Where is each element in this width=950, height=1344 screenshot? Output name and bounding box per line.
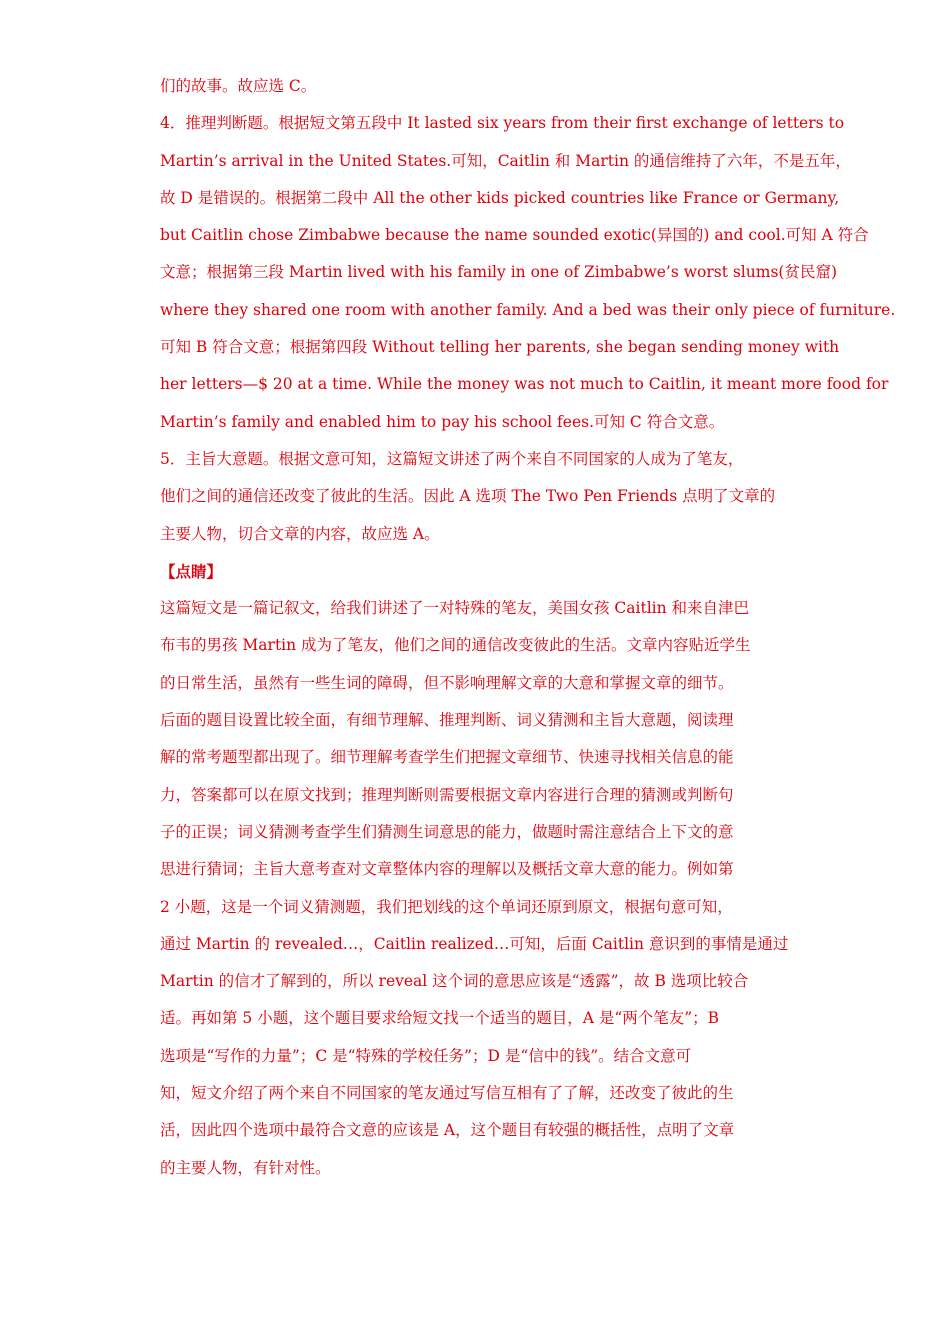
document-body [160, 68, 896, 1187]
text-line: 解的常考题型都出现了。细节理解考查学生们把握文章细节、快速寻找相关信息的能 [160, 748, 734, 767]
text-line: 这篇短文是一篇记叙文，给我们讲述了一对特殊的笔友，美国女孩 Caitlin 和来自津巴 [160, 599, 750, 618]
text-line: 布韦的男孩 Martin 成为了笔友，他们之间的通信改变彼此的生活。文章内容贴近学生 [160, 636, 751, 655]
text-line: 思进行猜词；主旨大意考查对文章整体内容的理解以及概括文章大意的能力。例如第 [160, 860, 734, 879]
text-line: 力，答案都可以在原文找到；推理判断则需要根据文章内容进行合理的猜测或判断句 [160, 785, 734, 804]
text-line: 适。再如第 5 小题，这个题目要求给短文找一个适当的题目，A 是“两个笔友”；B [160, 1009, 720, 1028]
text-line: Martin 的信才了解到的，所以 reveal 这个词的意思应该是“透露”，故 B 选项比较合 [160, 972, 749, 991]
text-line: 故 D 是错误的。根据第二段中 All the other kids picked countries like France or Germany, [160, 188, 840, 207]
text-line: Martin’s family and enabled him to pay his school fees.可知 C 符合文意。 [160, 412, 725, 431]
text-line: 可知 B 符合文意；根据第四段 Without telling her parents, she began sending money with [160, 338, 840, 357]
section-heading: 【点睛】 [160, 561, 223, 581]
text-line: Martin’s arrival in the United States.可知，Caitlin 和 Martin 的通信维持了六年，不是五年， [160, 151, 851, 170]
text-line: 活，因此四个选项中最符合文意的应该是 A，这个题目有较强的概括性，点明了文章 [160, 1121, 735, 1140]
text-line: 他们之间的通信还改变了彼此的生活。因此 A 选项 The Two Pen Friends 点明了文章的 [160, 487, 776, 506]
text-line: where they shared one room with another family. And a bed was their only piece of furniture. [160, 300, 896, 319]
text-line: 的主要人物，有针对性。 [160, 1158, 331, 1177]
text-line: but Caitlin chose Zimbabwe because the name sounded exotic(异国的) and cool.可知 A 符合 [160, 226, 869, 245]
text-line: her letters—$ 20 at a time. While the money was not much to Caitlin, it meant more food for [160, 375, 889, 394]
text-line: 选项是“写作的力量”；C 是“特殊的学校任务”；D 是“信中的钱”。结合文意可 [160, 1046, 692, 1065]
text-line: 们的故事。故应选 C。 [160, 77, 317, 95]
text-line: 5．主旨大意题。根据文意可知，这篇短文讲述了两个来自不同国家的人成为了笔友， [160, 449, 744, 468]
text-line: 文意；根据第三段 Martin lived with his family in one of Zimbabwe’s worst slums(贫民窟) [160, 263, 837, 282]
text-line: 2 小题，这是一个词义猜测题，我们把划线的这个单词还原到原文，根据句意可知， [160, 897, 733, 916]
text-line: 的日常生活，虽然有一些生词的障碍，但不影响理解文章的大意和掌握文章的细节。 [160, 673, 734, 692]
text-line: 主要人物，切合文章的内容，故应选 A。 [160, 524, 440, 543]
text-line: 知，短文介绍了两个来自不同国家的笔友通过写信互相有了了解，还改变了彼此的生 [160, 1084, 734, 1103]
text-line: 子的正误；词义猜测考查学生们猜测生词意思的能力，做题时需注意结合上下文的意 [160, 822, 734, 841]
text-line: 后面的题目设置比较全面，有细节理解、推理判断、词义猜测和主旨大意题，阅读理 [160, 711, 734, 730]
text-line: 4．推理判断题。根据短文第五段中 It lasted six years from their first exchange of letters to [160, 114, 845, 133]
text-line: 通过 Martin 的 revealed…，Caitlin realized…可知，后面 Caitlin 意识到的事情是通过 [160, 934, 789, 953]
